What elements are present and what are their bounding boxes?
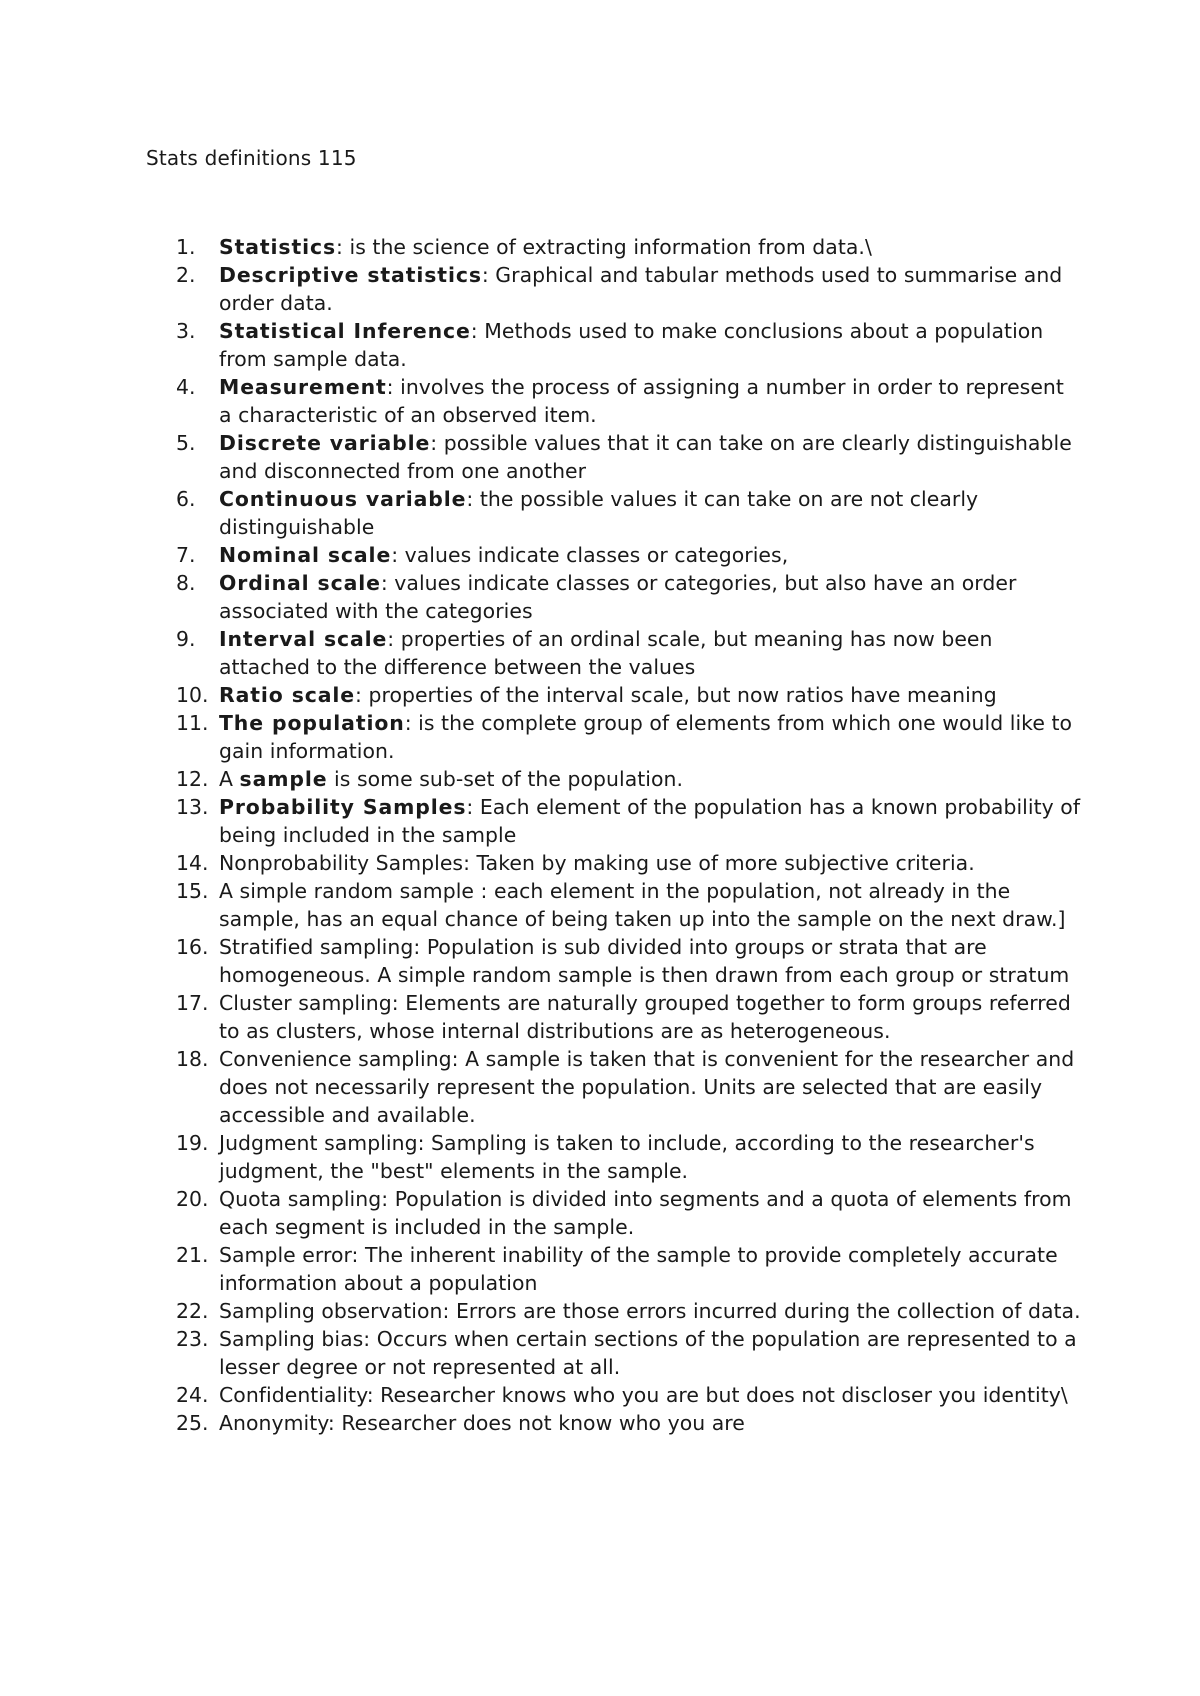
definition-item [176, 681, 1081, 709]
item-definition: : is the complete group of elements from which one would like to gain information. [219, 711, 1073, 763]
item-definition: Sampling observation: Errors are those errors incurred during the collection of data. [219, 1299, 1081, 1323]
item-term: Statistical Inference [219, 319, 471, 343]
item-number: 19. [176, 1131, 209, 1155]
item-definition: : the possible values it can take on are not clearly distinguishable [219, 487, 979, 539]
definition-item [176, 1325, 1081, 1381]
item-definition: : values indicate classes or categories, [391, 543, 789, 567]
definition-item [176, 1129, 1081, 1185]
item-number: 18. [176, 1047, 209, 1071]
item-number: 9. [176, 627, 196, 651]
definition-item [176, 793, 1081, 849]
item-number: 25. [176, 1411, 209, 1435]
item-definition: Confidentiality: Researcher knows who you are but does not discloser you identity\ [219, 1383, 1068, 1407]
item-term: Continuous variable [219, 487, 467, 511]
item-definition: Stratified sampling: Population is sub divided into groups or strata that are homogeneous. A simple random sample is then drawn from each group or stratum [219, 935, 1070, 987]
item-number: 3. [176, 319, 196, 343]
document-title: Stats definitions 115 [146, 146, 357, 170]
definition-item [176, 709, 1081, 765]
item-number: 17. [176, 991, 209, 1015]
item-number: 20. [176, 1187, 209, 1211]
item-definition: Cluster sampling: Elements are naturally grouped together to form groups referred to as clusters, whose internal distributions are as heterogeneous. [219, 991, 1071, 1043]
item-prefix: A [219, 767, 240, 791]
item-definition: Sample error: The inherent inability of the sample to provide completely accurate information about a population [219, 1243, 1058, 1295]
item-term: Statistics [219, 235, 337, 259]
item-number: 13. [176, 795, 209, 819]
item-definition: : Methods used to make conclusions about a population from sample data. [219, 319, 1044, 371]
item-term: Descriptive statistics [219, 263, 482, 287]
item-number: 10. [176, 683, 209, 707]
item-term: Nominal scale [219, 543, 392, 567]
definition-item [176, 877, 1081, 933]
item-term: sample [239, 767, 328, 791]
definition-item [176, 1185, 1081, 1241]
definition-item [176, 261, 1081, 317]
item-number: 8. [176, 571, 196, 595]
definition-item [176, 569, 1081, 625]
item-definition: : values indicate classes or categories, but also have an order associated with the categories [219, 571, 1017, 623]
item-number: 12. [176, 767, 209, 791]
item-definition: is some sub-set of the population. [327, 767, 684, 791]
definitions-list [176, 233, 1081, 1437]
definition-item [176, 989, 1081, 1045]
item-definition: : possible values that it can take on are clearly distinguishable and disconnected from one another [219, 431, 1072, 483]
definition-item [176, 1381, 1081, 1409]
item-definition: Convenience sampling: A sample is taken that is convenient for the researcher and does not necessarily represent the population. Units are selected that are easily accessible and available. [219, 1047, 1075, 1127]
definition-item [176, 933, 1081, 989]
item-number: 4. [176, 375, 196, 399]
item-term: Discrete variable [219, 431, 431, 455]
definition-item [176, 233, 1081, 261]
definition-item [176, 1241, 1081, 1297]
item-number: 24. [176, 1383, 209, 1407]
definition-item [176, 1297, 1081, 1325]
definition-item [176, 317, 1081, 373]
item-term: Measurement [219, 375, 387, 399]
item-definition: : properties of the interval scale, but now ratios have meaning [355, 683, 997, 707]
item-number: 21. [176, 1243, 209, 1267]
definition-item [176, 765, 1081, 793]
item-term: Probability Samples [219, 795, 467, 819]
item-number: 11. [176, 711, 209, 735]
item-number: 15. [176, 879, 209, 903]
item-term: Interval scale [219, 627, 388, 651]
item-definition: : properties of an ordinal scale, but meaning has now been attached to the difference between the values [219, 627, 993, 679]
item-number: 6. [176, 487, 196, 511]
item-number: 5. [176, 431, 196, 455]
item-number: 22. [176, 1299, 209, 1323]
definition-item [176, 485, 1081, 541]
item-number: 16. [176, 935, 209, 959]
item-term: Ratio scale [219, 683, 356, 707]
definition-item [176, 1409, 1081, 1437]
definition-item [176, 625, 1081, 681]
item-definition: A simple random sample : each element in the population, not already in the sample, has an equal chance of being taken up into the sample on the next draw.] [219, 879, 1066, 931]
definition-item [176, 1045, 1081, 1129]
item-definition: Sampling bias: Occurs when certain sections of the population are represented to a lesser degree or not represented at all. [219, 1327, 1077, 1379]
item-number: 1. [176, 235, 196, 259]
item-number: 7. [176, 543, 196, 567]
item-number: 2. [176, 263, 196, 287]
item-term: The population [219, 711, 405, 735]
item-definition: : is the science of extracting information from data.\ [336, 235, 872, 259]
definition-item [176, 849, 1081, 877]
item-definition: : Each element of the population has a known probability of being included in the sample [219, 795, 1081, 847]
definition-item [176, 429, 1081, 485]
item-definition: Nonprobability Samples: Taken by making use of more subjective criteria. [219, 851, 975, 875]
item-number: 23. [176, 1327, 209, 1351]
definition-item [176, 541, 1081, 569]
item-definition: Anonymity: Researcher does not know who you are [219, 1411, 745, 1435]
item-number: 14. [176, 851, 209, 875]
definition-item [176, 373, 1081, 429]
item-definition: : Graphical and tabular methods used to summarise and order data. [219, 263, 1063, 315]
item-definition: Quota sampling: Population is divided into segments and a quota of elements from each segment is included in the sample. [219, 1187, 1072, 1239]
item-definition: : involves the process of assigning a number in order to represent a characteristic of an observed item. [219, 375, 1064, 427]
item-definition: Judgment sampling: Sampling is taken to include, according to the researcher's judgment, the "best" elements in the sample. [219, 1131, 1035, 1183]
item-term: Ordinal scale [219, 571, 381, 595]
